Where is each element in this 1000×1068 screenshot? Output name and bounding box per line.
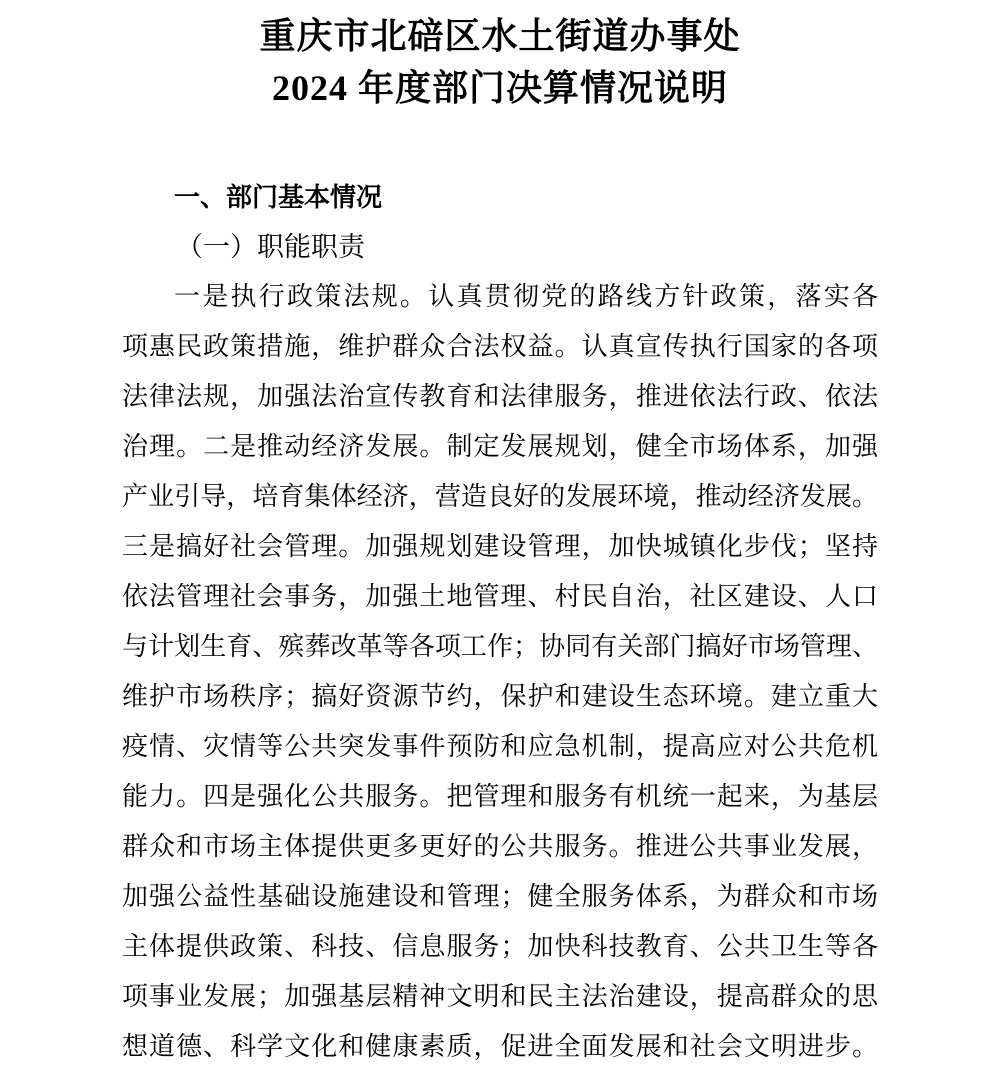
body-line: 三是搞好社会管理。加强规划建设管理，加快城镇化步伐；坚持 — [122, 532, 878, 561]
body-line: 项惠民政策措施，维护群众合法权益。认真宣传执行国家的各项 — [122, 332, 878, 361]
body-line: 与计划生育、殡葬改革等各项工作；协同有关部门搞好市场管理、 — [122, 632, 878, 661]
document-content — [122, 172, 878, 1068]
body-line: 疫情、灾情等公共突发事件预防和应急机制，提高应对公共危机 — [122, 732, 878, 761]
document-title-line-2: 2024 年度部门决算情况说明 — [271, 68, 728, 108]
body-line: 治理。二是推动经济发展。制定发展规划，健全市场体系，加强 — [122, 432, 878, 461]
body-line: 群众和市场主体提供更多更好的公共服务。推进公共事业发展， — [122, 832, 878, 861]
body-line: 想道德、科学文化和健康素质，促进全面发展和社会文明进步。 — [122, 1032, 878, 1061]
subsection-heading: （一）职能职责 — [176, 232, 365, 262]
body-line: 依法管理社会事务，加强土地管理、村民自治，社区建设、人口 — [122, 582, 878, 611]
body-line: 维护市场秩序；搞好资源节约，保护和建设生态环境。建立重大 — [122, 682, 878, 711]
body-line: 主体提供政策、科技、信息服务；加快科技教育、公共卫生等各 — [122, 932, 878, 961]
body-paragraph — [122, 272, 878, 1068]
section-heading: 一、部门基本情况 — [174, 182, 383, 212]
body-line: 一是执行政策法规。认真贯彻党的路线方针政策，落实各 — [174, 282, 878, 311]
document-title-line-1: 重庆市北碚区水土街道办事处 — [259, 16, 741, 56]
body-line: 能力。四是强化公共服务。把管理和服务有机统一起来，为基层 — [122, 782, 878, 811]
body-line: 产业引导，培育集体经济，营造良好的发展环境，推动经济发展。 — [122, 482, 878, 511]
document-title — [0, 0, 1000, 114]
body-line: 加强公益性基础设施建设和管理；健全服务体系，为群众和市场 — [122, 882, 878, 911]
body-line: 法律法规，加强法治宣传教育和法律服务，推进依法行政、依法 — [122, 382, 878, 411]
body-line: 项事业发展；加强基层精神文明和民主法治建设，提高群众的思 — [122, 982, 878, 1011]
